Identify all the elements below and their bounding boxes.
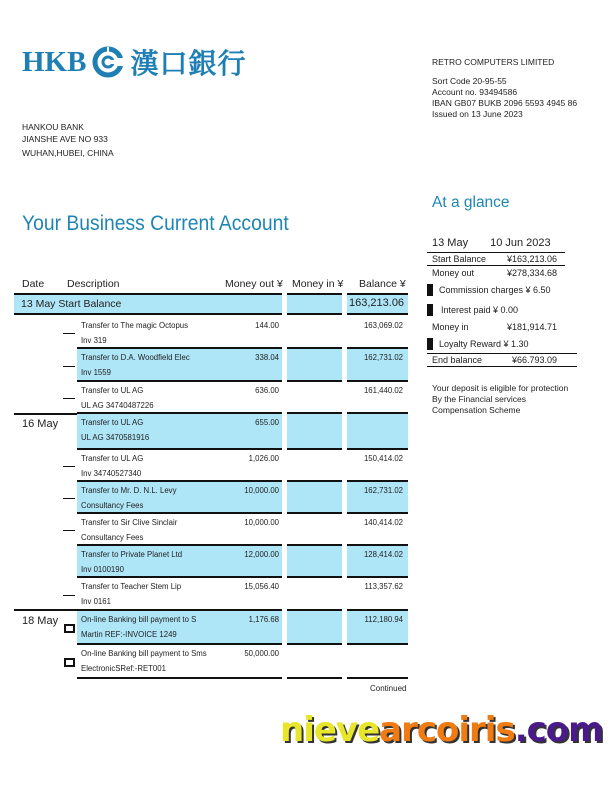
row-reference: Inv 0161 bbox=[81, 597, 111, 606]
row-description: On-line Banking bill payment to S bbox=[81, 615, 197, 624]
protection-line: Your deposit is eligible for protection bbox=[432, 383, 569, 393]
dash-icon bbox=[63, 498, 75, 499]
glance-money-out bbox=[427, 265, 565, 280]
dash-icon bbox=[63, 366, 75, 367]
start-balance-value: 163,213.06 bbox=[349, 297, 405, 309]
logo-chinese-text: 漢口銀行 bbox=[130, 47, 247, 80]
table-header bbox=[22, 278, 412, 292]
row-reference: Consultancy Fees bbox=[81, 533, 144, 542]
label: Start Balance bbox=[432, 254, 487, 264]
date-group-divider bbox=[14, 413, 77, 415]
glance-end-balance bbox=[427, 353, 577, 367]
glance-summary bbox=[427, 237, 565, 367]
glance-start-balance bbox=[427, 252, 565, 265]
marker-icon bbox=[427, 338, 433, 350]
glance-interest bbox=[427, 300, 565, 319]
row-description: Transfer to Private Planet Ltd bbox=[81, 550, 183, 559]
label: Money in bbox=[432, 322, 469, 332]
glance-money-in bbox=[427, 319, 565, 335]
row-reference: Martin REF:-INVOICE 1249 bbox=[81, 630, 177, 639]
value: ¥163,213.06 bbox=[506, 254, 557, 264]
bank-logo-icon bbox=[92, 46, 124, 78]
value: ¥66.793.09 bbox=[511, 355, 557, 365]
date-group-divider bbox=[14, 609, 77, 611]
address-line: WUHAN,HUBEI, CHINA bbox=[22, 148, 114, 158]
row-money-out: 50,000.00 bbox=[244, 649, 279, 658]
glance-period bbox=[427, 237, 565, 252]
row-money-out: 1,176.68 bbox=[248, 615, 279, 624]
continued-label: Continued bbox=[370, 684, 407, 693]
row-reference: ElectronicSRef:-RET001 bbox=[81, 664, 166, 673]
label: Money out bbox=[432, 268, 475, 278]
account-info bbox=[432, 57, 577, 120]
value: Interest paid ¥ 0.00 bbox=[441, 304, 519, 315]
row-balance: 161,440.02 bbox=[363, 386, 403, 395]
bill-payment-icon bbox=[64, 624, 75, 633]
header-money-out: Money out ¥ bbox=[225, 278, 283, 290]
money-in-cell bbox=[287, 578, 342, 611]
page-title: Your Business Current Account bbox=[22, 212, 289, 235]
row-balance: 112,180.94 bbox=[364, 615, 403, 624]
row-description: Transfer to Sir Clive Sinclair bbox=[81, 518, 178, 527]
row-money-out: 10,000.00 bbox=[244, 486, 279, 495]
row-balance: 140,414.02 bbox=[363, 518, 403, 527]
header-money-in: Money in ¥ bbox=[292, 278, 344, 290]
row-description: Transfer to UL AG bbox=[81, 418, 144, 427]
row-money-out: 10,000.00 bbox=[244, 518, 279, 527]
account-number: Account no. 93494586 bbox=[432, 87, 518, 97]
money-in-cell bbox=[287, 482, 342, 514]
value: ¥278,334.68 bbox=[506, 268, 557, 278]
row-description: On-line Banking bill payment to Sms bbox=[81, 649, 207, 658]
protection-line: By the Financial services bbox=[432, 394, 527, 404]
money-in-cell bbox=[287, 317, 342, 349]
logo-text: HKB bbox=[22, 45, 87, 78]
address-line: JIANSHE AVE NO 933 bbox=[22, 134, 108, 144]
header-balance: Balance ¥ bbox=[359, 278, 406, 290]
row-description: Transfer to The magic Octopus bbox=[81, 321, 189, 330]
row-description: Transfer to Mr. D. N.L. Levy bbox=[81, 486, 177, 495]
row-reference: UL AG 3470581916 bbox=[81, 433, 150, 442]
issued-date: Issued on 13 June 2023 bbox=[432, 109, 523, 119]
row-description: Transfer to Teacher Stem Lip bbox=[81, 582, 182, 591]
value: Loyalty Reward ¥ 1.30 bbox=[439, 339, 529, 349]
row-reference: Inv 1559 bbox=[81, 368, 111, 377]
company-name: RETRO COMPUTERS LIMITED bbox=[432, 57, 555, 67]
money-in-cell bbox=[287, 611, 342, 645]
row-money-out: 144.00 bbox=[255, 321, 279, 330]
start-in-cell bbox=[287, 293, 342, 315]
row-reference: Inv 34740527340 bbox=[81, 469, 142, 478]
value: Commission charges ¥ 6.50 bbox=[439, 285, 551, 295]
watermark bbox=[280, 710, 603, 750]
dash-icon bbox=[63, 595, 75, 596]
label: End balance bbox=[432, 355, 483, 365]
dash-icon bbox=[63, 530, 75, 531]
row-money-out: 636.00 bbox=[255, 386, 279, 395]
row-money-out: 655.00 bbox=[255, 418, 279, 427]
address-line: HANKOU BANK bbox=[22, 122, 84, 132]
row-description: Transfer to UL AG bbox=[81, 386, 144, 395]
watermark-part: .com bbox=[514, 710, 603, 750]
row-balance: 128,414.02 bbox=[363, 550, 403, 559]
row-date: 18 May bbox=[22, 615, 59, 627]
row-balance: 163,069.02 bbox=[363, 321, 403, 330]
glance-loyalty bbox=[427, 335, 565, 353]
bill-payment-icon bbox=[64, 658, 75, 667]
row-reference: Consultancy Fees bbox=[81, 501, 144, 510]
row-reference: Inv 319 bbox=[81, 336, 107, 345]
row-balance: 162,731.02 bbox=[363, 486, 403, 495]
watermark-part: arcoiris bbox=[379, 710, 515, 750]
row-description: Transfer to D.A. Woodfield Elec bbox=[81, 353, 190, 362]
protection-notice bbox=[432, 383, 568, 416]
row-money-out: 338.04 bbox=[255, 353, 279, 362]
row-date: 16 May bbox=[22, 418, 59, 430]
balance-cell bbox=[347, 645, 408, 679]
row-reference: UL AG 34740487226 bbox=[81, 401, 154, 410]
glance-date-from: 13 May bbox=[432, 237, 469, 249]
row-reference: Inv 0100190 bbox=[81, 565, 124, 574]
dash-icon bbox=[63, 398, 75, 399]
row-money-out: 1,026.00 bbox=[248, 454, 279, 463]
start-balance-label: 13 May Start Balance bbox=[21, 298, 122, 310]
glance-date-to: 10 Jun 2023 bbox=[490, 237, 551, 249]
money-in-cell bbox=[287, 382, 342, 414]
row-balance: 150,414.02 bbox=[363, 454, 403, 463]
glance-title: At a glance bbox=[432, 194, 510, 211]
money-in-cell bbox=[287, 450, 342, 482]
marker-icon bbox=[427, 284, 433, 296]
glance-commission bbox=[427, 280, 565, 300]
money-in-cell bbox=[287, 514, 342, 546]
row-description: Transfer to UL AG bbox=[81, 454, 144, 463]
row-money-out: 12,000.00 bbox=[244, 550, 279, 559]
row-money-out: 15,056.40 bbox=[244, 582, 279, 591]
sort-code: Sort Code 20-95-55 bbox=[432, 76, 507, 86]
bank-address bbox=[22, 121, 114, 159]
money-in-cell bbox=[287, 414, 342, 450]
dash-icon bbox=[63, 466, 75, 467]
header-date: Date bbox=[22, 278, 45, 290]
bank-logo bbox=[22, 44, 246, 80]
value: ¥181,914.71 bbox=[506, 322, 557, 332]
iban: IBAN GB07 BUKB 2096 5593 4945 86 bbox=[432, 98, 578, 108]
money-in-cell bbox=[287, 645, 342, 679]
row-balance: 162,731.02 bbox=[363, 353, 403, 362]
dash-icon bbox=[63, 333, 75, 334]
balance-cell bbox=[347, 414, 408, 450]
money-in-cell bbox=[287, 546, 342, 578]
money-in-cell bbox=[287, 349, 342, 382]
watermark-part: nieve bbox=[280, 710, 380, 750]
header-description: Description bbox=[67, 278, 120, 290]
marker-icon bbox=[427, 304, 433, 316]
row-balance: 113,357.62 bbox=[364, 582, 403, 591]
protection-line: Compensation Scheme bbox=[432, 405, 521, 415]
